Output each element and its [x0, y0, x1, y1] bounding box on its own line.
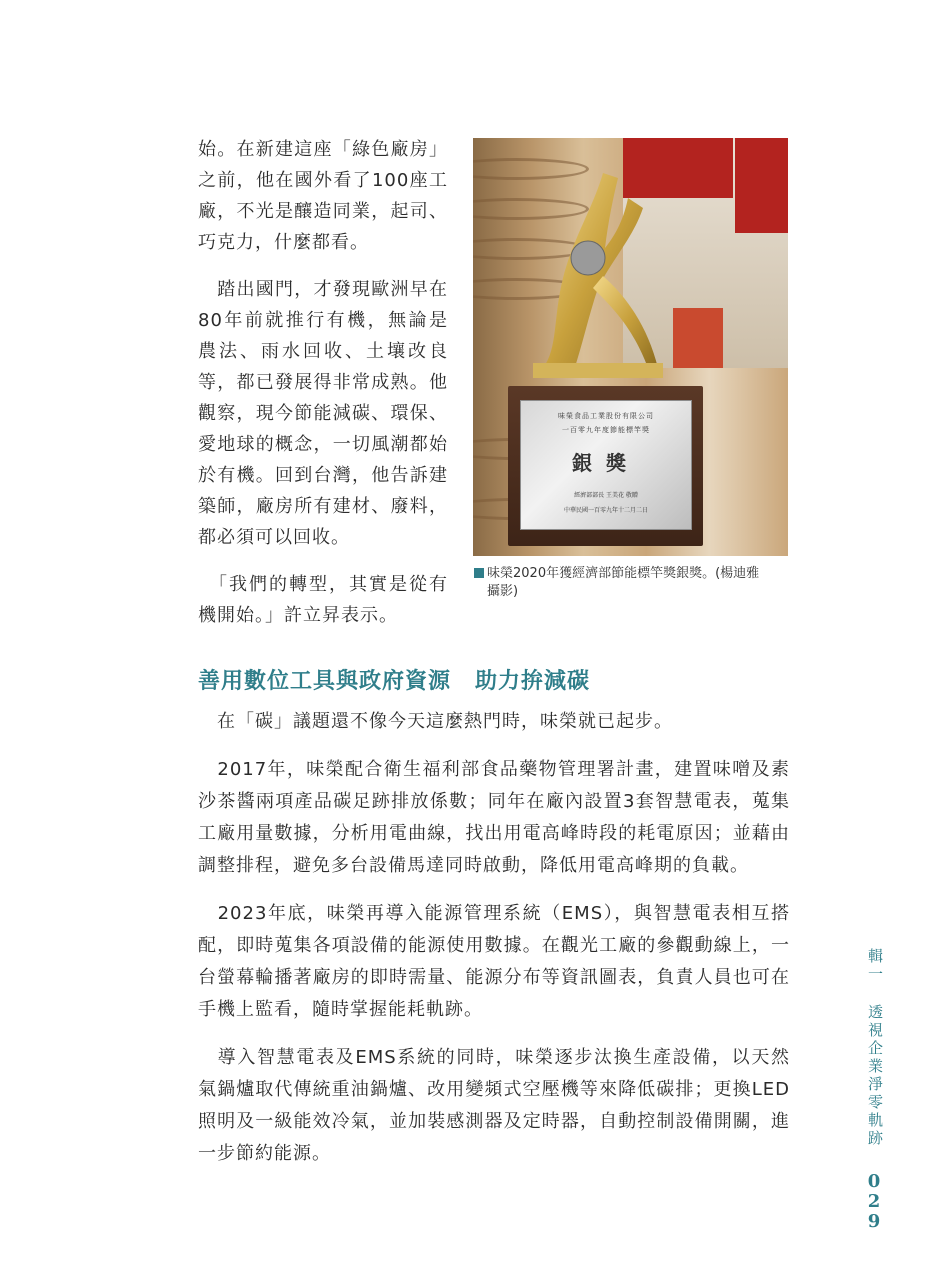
paragraph: 導入智慧電表及EMS系統的同時，味榮逐步汰換生產設備，以天然氣鍋爐取代傳統重油鍋爐、改用變頻式空壓機等來降低碳排；更換LED照明及一級能效冷氣，並加裝感測器及定時器，自動控制設備開關，進一步節約能源。 [198, 1047, 790, 1164]
paragraph: 2017年，味榮配合衛生福利部食品藥物管理署計畫，建置味噌及素沙茶醬兩項產品碳足跡排放係數；同年在廠內設置3套智慧電表，蒐集工廠用量數據，分析用電曲線，找出用電高峰時段的耗電原因；並藉由調整排程，避免多台設備馬達同時啟動，降低用電高峰期的負載。 [198, 759, 790, 876]
paragraph: 始。在新建這座「綠色廠房」之前，他在國外看了100座工廠，不光是釀造同業，起司、巧克力，什麼都看。 [198, 139, 448, 253]
chapter-title: 透視企業淨零軌跡 [866, 1004, 884, 1148]
red-product-box [673, 308, 723, 368]
page-number [862, 1172, 886, 1232]
heading-part: 善用數位工具與政府資源 [198, 669, 452, 694]
photo-caption [474, 565, 792, 601]
page-number-digit: 0 [867, 1171, 881, 1192]
chapter-label: 輯一 [866, 948, 884, 984]
plate-award-name: 一百零九年度節能標竿獎 [562, 426, 650, 434]
page-number-digit: 2 [867, 1191, 881, 1212]
heading-part: 助力拚減碳 [475, 669, 591, 694]
award-plate [520, 400, 692, 530]
paragraph: 踏出國門，才發現歐洲早在80年前就推行有機，無論是農法、雨水回收、土壤改良等，都已發展得非常成熟。他觀察，現今節能減碳、環保、愛地球的概念，一切風潮都始於有機。回到台灣，他告訴建築師，廠房所有建材、廢料，都必須可以回收。 [198, 279, 448, 548]
page-number-digit: 9 [867, 1211, 881, 1232]
paragraph: 2023年底，味榮再導入能源管理系統（EMS），與智慧電表相互搭配，即時蒐集各項設備的能源使用數據。在觀光工廠的參觀動線上，一台螢幕輪播著廠房的即時需量、能源分布等資訊圖表，負責人員也可在手機上監看，隨時掌握能耗軌跡。 [198, 903, 790, 1020]
paragraph: 「我們的轉型，其實是從有機開始。」許立昇表示。 [198, 574, 448, 626]
red-product-box [735, 138, 788, 233]
plate-company: 味榮食品工業股份有限公司 [558, 412, 654, 420]
caption-square-icon [474, 568, 484, 578]
trophy-sculpture [533, 168, 663, 378]
plate-date: 中華民國一百零九年十二月二日 [563, 507, 648, 514]
chapter-side-title [864, 948, 886, 1148]
trophy-photo [473, 138, 788, 556]
plate-presenter: 經濟部部長 王美花 敬贈 [574, 492, 638, 499]
paragraph: 在「碳」議題還不像今天這麼熱門時，味榮就已起步。 [198, 711, 673, 732]
left-text-column [198, 134, 448, 647]
section-body [198, 706, 790, 1186]
plate-award-title: 銀獎 [572, 451, 640, 475]
caption-line: 味榮2020年獲經濟部節能標竿獎銀獎。(楊迪雅 [487, 566, 760, 581]
caption-line: 攝影) [487, 584, 519, 599]
section-heading [198, 664, 590, 695]
